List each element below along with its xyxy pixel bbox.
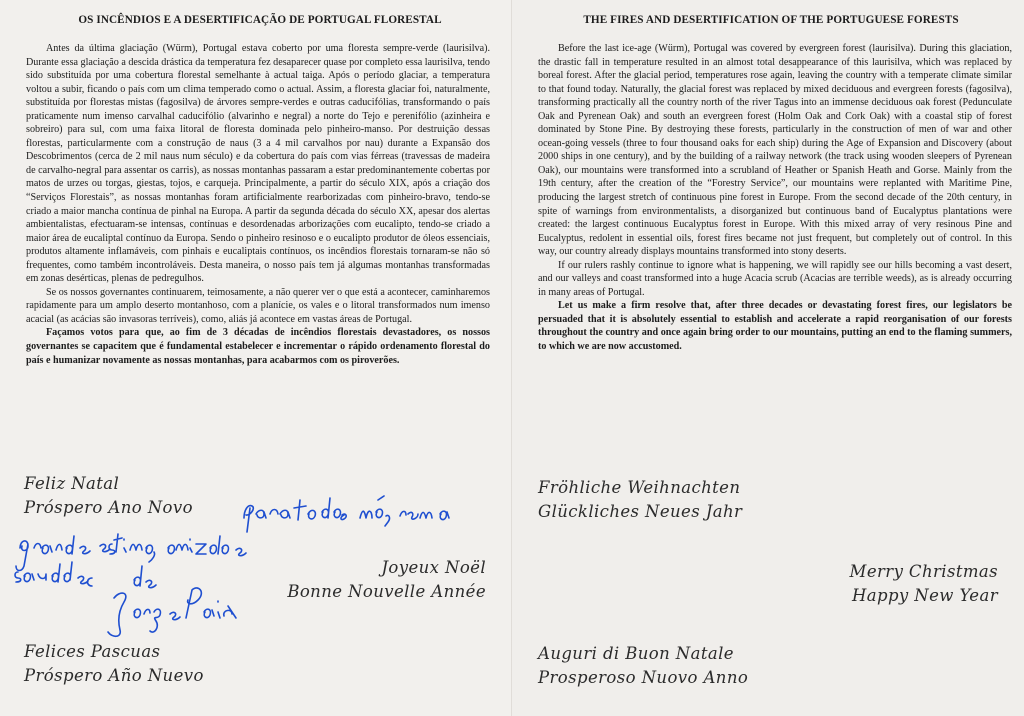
paragraph-en-2: If our rulers rashly continue to ignore what is happening, we will rapidly see our hills becoming a vast desert, and our valleys and coast transformed into a huge Acacia scrub (Acacias are terrible weeds), as is already occurring in many areas of Portugal.: [538, 259, 1012, 298]
greeting-line: Prosperoso Nuovo Anno: [538, 668, 749, 687]
bold-paragraph-pt: Façamos votos para que, ao fim de 3 décadas de incêndios florestais devastadores, os nossos governantes se capacitem que é fundamental estabelecer e incrementar o rápido ordenamento florestal do país e humanizar novamente as nossas montanhas, para acabarmos com os piroverões.: [26, 327, 490, 366]
greeting-english: [850, 560, 998, 608]
paragraph-pt-1: Antes da última glaciação (Würm), Portugal estava coberto por uma floresta sempre-verde (laurisilva). Durante essa glaciação a descida drástica da temperatura fez desaparecer quase por completo essa laurisilva, tendo sido substituída por uma cobertura florestal semelhante à actual taiga. Após o período glaciar, a temperatura voltou a subir, ficando o país com um clima temperado como o actual. Assim, a floresta glaciar foi, naturalmente, substituída por florestas mistas (fagosilva) de árvores sempre-verdes e outras caducifólias, transformando o país praticamente num imenso carvalhal caducifólio (alvarinho e negral) a norte do Tejo e perenifólio (azinheira e sobreiro) para sul, com uma faixa litoral de floresta dominada pelo pinheiro-manso. Por destruição dessas florestas, particularmente com a construção de naus (3 a 4 mil carvalhos por nau) durante a Expansão dos Descobrimentos (cerca de 2 mil naus num século) e da cobertura do país com vias férreas (travessas de madeira de carvalho-negral para assentar os carris), as nossas montanhas passaram a estar predominantemente cobertas por matos de urzes ou torgas, giestas, tojos, e carqueja. Principalmente, a partir do século XIX, após a criação dos “Serviços Florestais”, as nossas montanhas foram artificialmente rearborizadas com pinheiro-bravo, tendo-se criado a maior mancha contínua de pinhal na Europa. A partir da segunda década do século XX, apesar dos alertas ambientalistas, efectuaram-se intensas, contínuas e desordenadas arborizações com eucalipto, tendo-se criado a maior área de eucaliptal contínuo da Europa. Sendo o pinheiro resinoso e o eucalipto produtor de óleos essenciais, produtos altamente inflamáveis, com pinhais e eucaliptais contínuos, os incêndios florestais tornaram-se não só frequentes, como também incontroláveis. Desta maneira, o nosso país tem já algumas montanhas transformadas em zonas desérticas, plenas de pedregulhos.: [26, 43, 490, 285]
greeting-line: Glückliches Neues Jahr: [538, 502, 743, 521]
right-page-english: [512, 0, 1024, 716]
paragraph-en-1: Before the last ice-age (Würm), Portugal was covered by evergreen forest (laurisilva). During this glaciation, the drastic fall in temperature resulted in an almost total desappearance of this laurisilva, which was replaced by boreal forest. After the glacial period, temperatures rose again, leaving the country with a temperate climate similar to that found today. Naturally, the glacial forest was replaced by mixed deciduous and evergreen forests (fagosilva), transforming practically all the country north of the river Tagus into an immense deciduous oak forest (Pedunculate Oak and Pyrenean Oak) and south an evergreen forest (Holm Oak and Cork Oak) with a coastal stip of forest dominated by Stone Pine. By destroying these forests, particularly in the construction of men of war and other ocean-going vessels (three to four thousand oaks for each ship) during the Age of Expansion and Discovery (about 2000 ships in one century), and by the building of a railway network (the track using wooden sleepers of Pyrenean Oak), our mountains were transformed into a scrubland of Heather or Spanish Heath and Gorse. Mainly from the 19th century, after the creation of the “Forestry Service”, our mountains were replanted with Maritime Pine, producing the largest stretch of continuous pine forest in Europe. From the second decade of the 20th century, in spite of warnings from environmentalists, a disorganized but continuous band of Eucalyptus plantations were created: the largest continuous Eucalyptus forest in Europe. With this mixed array of very resinous Pine and Eucalyptus, redolent in essential oils, forest fires became not just frequent, but completely out of control. In this way, our country already displays mountains transformed into stony deserts.: [538, 43, 1012, 258]
page-title-pt: OS INCÊNDIOS E A DESERTIFICAÇÃO DE PORTUGAL FLORESTAL: [78, 14, 442, 26]
greeting-spanish: [24, 640, 204, 688]
greeting-german: [538, 476, 742, 524]
page-title-en: THE FIRES AND DESERTIFICATION OF THE PORTUGUESE FORESTS: [583, 14, 959, 26]
greeting-line: Próspero Ano Novo: [24, 498, 193, 517]
greeting-french: [287, 556, 486, 604]
paragraph-pt-2: Se os nossos governantes continuarem, teimosamente, a não querer ver o que está a acontecer, caminharemos rapidamente para um amplo deserto montanhoso, com a planície, os vales e o litoral transformados num imenso acacial (as acácias são invasoras terríveis), como, aliás já acontece em vastas áreas de Portugal.: [26, 286, 490, 325]
greeting-line: Merry Christmas: [849, 562, 998, 581]
bold-paragraph-en: Let us make a firm resolve that, after three decades or devastating forest fires, our legislators be persuaded that it is absolutely essential to establish and accelerate a rapid reorganisation of our forests throughout the country and once again bring order to our mountains, putting an end to the flaming summers, to which we are now accustomed.: [538, 300, 1012, 353]
greeting-line: Feliz Natal: [24, 474, 120, 493]
greeting-line: Felices Pascuas: [24, 642, 161, 661]
greeting-line: Happy New Year: [851, 586, 998, 605]
greeting-line: Próspero Año Nuevo: [24, 666, 204, 685]
greeting-line: Joyeux Noël: [381, 558, 486, 577]
greeting-line: Fröhliche Weihnachten: [538, 478, 741, 497]
greeting-line: Auguri di Buon Natale: [538, 644, 734, 663]
greeting-italian: [538, 642, 748, 690]
body-text-pt: [26, 42, 490, 367]
greeting-portuguese: [24, 472, 193, 520]
body-text-en: [538, 42, 1012, 354]
greeting-line: Bonne Nouvelle Année: [287, 582, 486, 601]
